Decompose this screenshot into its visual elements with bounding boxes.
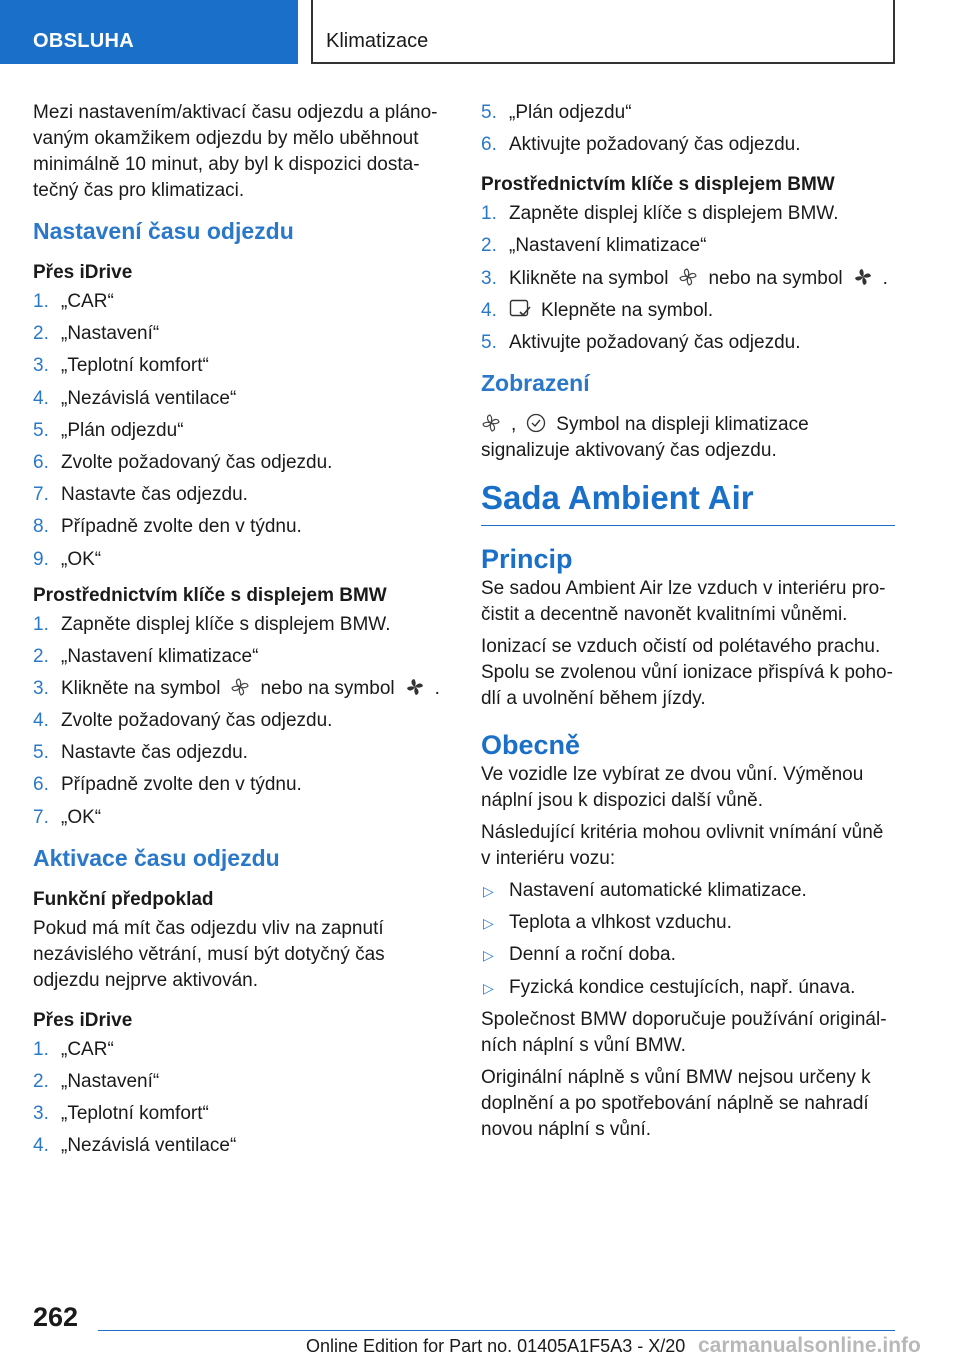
list-item: 4. „Nezávislá ventilace“ bbox=[33, 1135, 237, 1157]
list-item: 7. „OK“ bbox=[33, 806, 102, 828]
list-item: 2. „Nastavení“ bbox=[33, 1070, 160, 1092]
fan-bold-icon bbox=[853, 267, 873, 287]
list-item: 3. „Teplotní komfort“ bbox=[33, 1103, 209, 1124]
criteria-list bbox=[481, 878, 895, 1001]
princip-p2: Ionizací se vzduch očistí od polétavého prachu. Spolu se zvolenou vůní ionizace přispívá k pohodlí a uvolnění během jízdy. bbox=[481, 635, 893, 709]
heading-princip: Princip bbox=[481, 543, 573, 574]
section-label: OBSLUHA bbox=[33, 30, 134, 52]
list-item: 2. „Nastavení klimatizace“ bbox=[481, 235, 707, 257]
list-item: 1. Zapněte displej klíče s displejem BMW. bbox=[481, 203, 839, 225]
subheading-idrive-2: Přes iDrive bbox=[33, 1009, 133, 1031]
subheading-key-right: Prostřednictvím klíče s displejem BMW bbox=[481, 174, 835, 196]
section-tab bbox=[0, 0, 298, 64]
zobrazeni-paragraph: , Symbol na displeji klimatizace signalizuje aktivovaný čas odjezdu. bbox=[481, 413, 809, 461]
list-item: ▷ Fyzická kondice cestujících, např. únava. bbox=[481, 975, 895, 1001]
cont-steps bbox=[481, 100, 895, 158]
fan-icon bbox=[678, 267, 698, 287]
chapter-tab bbox=[311, 0, 895, 64]
fan-icon bbox=[230, 677, 250, 697]
list-item: 4. Zvolte požadovaný čas odjezdu. bbox=[33, 710, 333, 732]
obecne-p1: Ve vozidle lze vybírat ze dvou vůní. Výměnou náplní jsou k dispozici další vůně. bbox=[481, 763, 864, 811]
triangle-bullet-icon: ▷ bbox=[483, 947, 494, 964]
triangle-bullet-icon: ▷ bbox=[483, 915, 494, 932]
idrive-steps bbox=[33, 289, 449, 573]
heading-obecne: Obecně bbox=[481, 729, 581, 760]
princip-p1: Se sadou Ambient Air lze vzduch v interiéru pročistit a decentně navonět kvalitními vůněmi. bbox=[481, 577, 886, 625]
heading-aktivace: Aktivace času odjezdu bbox=[33, 844, 280, 871]
list-item: 1. „CAR“ bbox=[33, 1038, 114, 1060]
obecne-p2: Následující kritéria mohou ovlivnit vnímání vůně v interiéru vozu: bbox=[481, 821, 884, 869]
list-item: 6. Aktivujte požadovaný čas odjezdu. bbox=[481, 134, 801, 156]
list-item: 2. „Nastavení“ bbox=[33, 323, 160, 345]
list-item: 6. Zvolte požadovaný čas odjezdu. bbox=[33, 451, 333, 473]
footer-edition: Online Edition for Part no. 01405A1F5A3 - X/20 bbox=[306, 1336, 686, 1356]
list-item: 5. Nastavte čas odjezdu. bbox=[33, 742, 248, 764]
heading-ambient: Sada Ambient Air bbox=[481, 476, 895, 526]
obecne-p4: Originální náplně s vůní BMW nejsou určeny k doplnění a po spotřebování náplně se nahradí novou náplní s vůní. bbox=[481, 1066, 871, 1140]
predpoklad-paragraph: Pokud má mít čas odjezdu vliv na zapnutí nezávislého větrání, musí být dotyčný čas odjezdu nejprve aktivován. bbox=[33, 917, 385, 991]
clock-check-icon bbox=[526, 413, 546, 433]
list-item: 7. Nastavte čas odjezdu. bbox=[33, 484, 248, 506]
list-item: 3. Klikněte na symbol nebo na symbol . bbox=[33, 677, 440, 699]
heading-nastaveni: Nastavení času odjezdu bbox=[33, 218, 294, 244]
list-item: 3. Klikněte na symbol nebo na symbol . bbox=[481, 267, 888, 289]
list-item: ▷ Denní a roční doba. bbox=[481, 942, 895, 968]
list-item: 6. Případně zvolte den v týdnu. bbox=[33, 774, 302, 796]
intro-paragraph: Mezi nastavením/aktivací času odjezdu a plánovaným okamžikem odjezdu by mělo uběhnout minimálně 10 minut, aby byl k dispozici dostatečný čas pro klimatizaci. bbox=[33, 102, 438, 201]
subheading-predpoklad: Funkční předpoklad bbox=[33, 888, 214, 910]
key-steps bbox=[33, 612, 449, 831]
list-item: 4. Klepněte na symbol. bbox=[481, 299, 714, 321]
fan-icon bbox=[481, 413, 501, 433]
list-item: ▷ Nastavení automatické klimatizace. bbox=[481, 878, 895, 904]
list-item: 3. „Teplotní komfort“ bbox=[33, 355, 209, 377]
list-item: 9. „OK“ bbox=[33, 548, 102, 570]
list-item: 1. Zapněte displej klíče s displejem BMW. bbox=[33, 613, 391, 635]
list-item: 5. „Plán odjezdu“ bbox=[481, 102, 632, 123]
idrive2-steps bbox=[33, 1037, 449, 1160]
list-item: 5. „Plán odjezdu“ bbox=[33, 419, 184, 441]
heading-zobrazeni: Zobrazení bbox=[481, 369, 590, 396]
right-column bbox=[481, 100, 895, 1149]
subheading-idrive: Přes iDrive bbox=[33, 262, 133, 283]
triangle-bullet-icon: ▷ bbox=[483, 979, 494, 996]
subheading-key: Prostřednictvím klíče s displejem BMW bbox=[33, 584, 387, 606]
list-item: 8. Případně zvolte den v týdnu. bbox=[33, 516, 302, 538]
chapter-label: Klimatizace bbox=[326, 30, 429, 52]
list-item: 4. „Nezávislá ventilace“ bbox=[33, 387, 237, 409]
list-item: 2. „Nastavení klimatizace“ bbox=[33, 645, 259, 667]
page-number: 262 bbox=[33, 1302, 79, 1332]
check-card-icon bbox=[509, 299, 531, 319]
list-item: 1. „CAR“ bbox=[33, 291, 114, 312]
list-item: 5. Aktivujte požadovaný čas odjezdu. bbox=[481, 331, 801, 353]
obecne-p3: Společnost BMW doporučuje používání originálních náplní s vůní BMW. bbox=[481, 1008, 887, 1056]
key-steps-right bbox=[481, 201, 895, 356]
fan-bold-icon bbox=[405, 677, 425, 697]
watermark: carmanualsonline.info bbox=[698, 1334, 921, 1357]
list-item: ▷ Teplota a vlhkost vzduchu. bbox=[481, 910, 895, 936]
footer-divider bbox=[98, 1330, 895, 1331]
left-column bbox=[33, 100, 449, 1165]
triangle-bullet-icon: ▷ bbox=[483, 882, 494, 899]
